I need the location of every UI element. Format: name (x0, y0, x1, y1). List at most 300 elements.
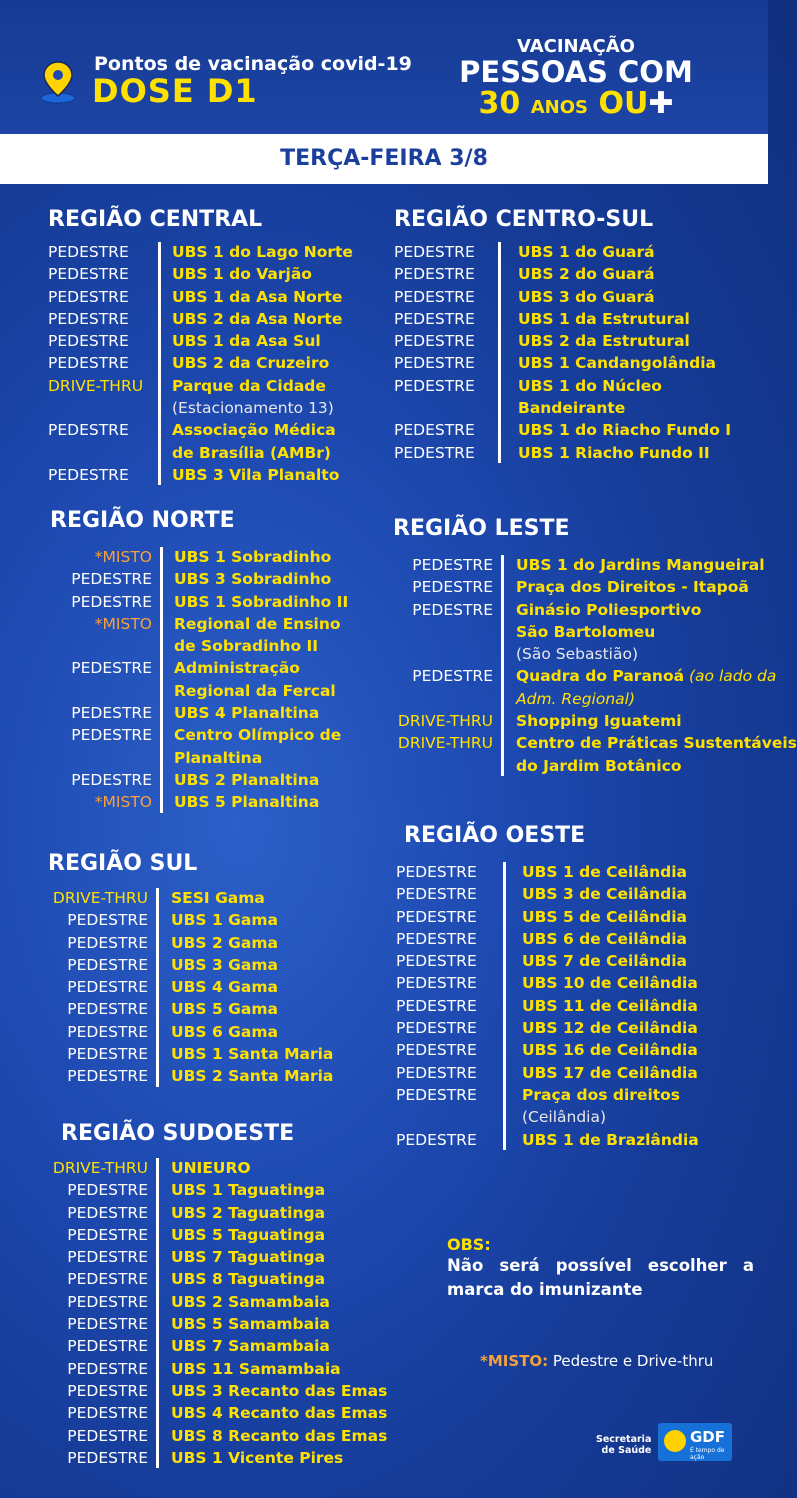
vaccination-site (171, 1380, 387, 1402)
access-type (393, 688, 493, 710)
location-row (396, 972, 699, 994)
site-name: São Bartolomeu (516, 622, 656, 641)
location-row (394, 263, 731, 285)
campaign-ou: OU (598, 86, 649, 121)
region-title: REGIÃO SUL (48, 851, 198, 876)
access-type: PEDESTRE (412, 600, 493, 619)
location-row (50, 747, 348, 769)
access-type: PEDESTRE (396, 885, 477, 904)
separator-bar (156, 1158, 159, 1468)
vaccination-site (172, 330, 321, 352)
site-name: Administração (174, 659, 300, 678)
location-row (48, 954, 333, 976)
vaccination-site (518, 397, 625, 419)
access-type: PEDESTRE (67, 1248, 148, 1267)
vaccination-site (171, 1224, 325, 1246)
access-type: PEDESTRE (71, 570, 152, 589)
access-type: PEDESTRE (67, 1181, 148, 1200)
site-name: SESI Gama (171, 889, 265, 907)
location-row (48, 241, 353, 263)
gdf-text: GDF (690, 1428, 726, 1446)
vaccination-site (174, 546, 331, 568)
vaccination-site (171, 1335, 330, 1357)
access-type: PEDESTRE (67, 933, 148, 952)
location-row (48, 1402, 387, 1424)
location-row (50, 769, 348, 791)
access-type: PEDESTRE (67, 1203, 148, 1222)
location-row (394, 442, 731, 464)
vaccination-site (171, 1447, 343, 1469)
vaccination-site (518, 375, 662, 397)
vaccination-site (171, 887, 265, 909)
access-type: PEDESTRE (67, 1045, 148, 1064)
access-type: PEDESTRE (396, 996, 477, 1015)
location-row (394, 397, 731, 419)
access-type (396, 1106, 496, 1128)
site-name: UBS 12 de Ceilândia (522, 1019, 698, 1038)
obs-line-2: marca do imunizante (447, 1280, 643, 1299)
location-row (48, 263, 353, 285)
vaccination-site (171, 1202, 325, 1224)
vaccination-site (516, 576, 749, 598)
location-row (48, 330, 353, 352)
vaccination-site (171, 1268, 325, 1290)
region-title: REGIÃO OESTE (404, 823, 586, 848)
vaccination-site (522, 1062, 698, 1084)
obs-line-1: Não será possível escolher a (447, 1256, 754, 1275)
location-row (48, 998, 333, 1020)
access-type: PEDESTRE (396, 974, 477, 993)
vaccination-site (522, 1129, 699, 1151)
access-type (50, 680, 152, 702)
location-row (48, 1179, 387, 1201)
vaccination-site (174, 591, 348, 613)
location-row (396, 1062, 699, 1084)
access-type: PEDESTRE (67, 1022, 148, 1041)
vaccination-site (174, 657, 300, 679)
access-type: PEDESTRE (67, 1404, 148, 1423)
site-name: UBS 8 Taguatinga (171, 1270, 326, 1289)
vaccination-site (171, 1021, 278, 1043)
observation-box (447, 1235, 754, 1302)
vaccination-site (516, 665, 776, 687)
vaccination-site (171, 909, 278, 931)
location-row (396, 1084, 699, 1106)
region-title: REGIÃO CENTRO-SUL (394, 207, 654, 232)
vaccination-site (174, 680, 336, 702)
vaccination-site (516, 688, 635, 710)
vaccination-site (522, 1084, 680, 1106)
access-type: DRIVE-THRU (397, 734, 493, 753)
access-type (50, 747, 152, 769)
site-name: UBS 7 Samambaia (171, 1337, 330, 1356)
region-title: REGIÃO SUDOESTE (61, 1121, 295, 1146)
location-row (394, 286, 731, 308)
vaccination-site (172, 352, 329, 374)
vaccination-site (171, 976, 278, 998)
location-row (48, 976, 333, 998)
location-row (48, 1380, 387, 1402)
access-type (393, 643, 493, 665)
access-type: PEDESTRE (396, 1041, 477, 1060)
secretaria-line-2: de Saúde (601, 1445, 652, 1456)
location-row (396, 1017, 699, 1039)
location-row (50, 591, 348, 613)
vaccination-site (174, 724, 341, 746)
access-type (48, 397, 156, 419)
site-name: UBS 16 de Ceilândia (522, 1041, 698, 1060)
site-name: UBS 5 Planaltina (174, 793, 320, 812)
vaccination-site (522, 1017, 698, 1039)
access-type: PEDESTRE (67, 1225, 148, 1244)
site-name: Praça dos Direitos - Itapoã (516, 578, 749, 597)
site-name: UBS 3 Gama (171, 955, 278, 974)
vaccination-site (174, 568, 331, 590)
site-name: UBS 3 do Guará (518, 287, 655, 306)
vaccination-site (522, 928, 687, 950)
location-row (48, 397, 353, 419)
site-name: UBS 1 Gama (171, 911, 278, 930)
site-name: UBS 3 de Ceilândia (522, 885, 688, 904)
vaccination-site (174, 613, 341, 635)
misto-legend (480, 1352, 713, 1370)
site-name: Centro Olímpico de (174, 726, 342, 745)
site-name: UBS 7 de Ceilândia (522, 952, 688, 971)
site-name: UBS 2 Santa Maria (171, 1067, 334, 1086)
location-row (50, 613, 348, 635)
access-type: PEDESTRE (396, 1019, 477, 1038)
site-name: UBS 1 da Estrutural (518, 309, 690, 328)
campaign-line-3 (456, 87, 696, 125)
site-name: UBS 1 Taguatinga (171, 1181, 326, 1200)
location-row (50, 546, 348, 568)
vaccination-site (174, 702, 319, 724)
location-row (394, 330, 731, 352)
vaccination-site (516, 643, 638, 665)
location-row (393, 688, 797, 710)
vaccination-site (171, 1291, 330, 1313)
separator-bar (501, 555, 504, 776)
site-name: UBS 2 Gama (171, 933, 278, 952)
location-row (50, 791, 348, 813)
access-type (48, 442, 156, 464)
site-name: UBS 4 Planaltina (174, 704, 320, 723)
location-row (48, 1246, 387, 1268)
location-row (396, 861, 699, 883)
location-row (48, 1358, 387, 1380)
separator-bar (156, 888, 159, 1087)
site-note: (Estacionamento 13) (172, 399, 334, 418)
site-name: Associação Médica (172, 421, 336, 440)
access-type: PEDESTRE (67, 1359, 148, 1378)
vaccination-site (171, 998, 278, 1020)
access-type: PEDESTRE (394, 309, 475, 328)
access-type: PEDESTRE (394, 332, 475, 351)
location-row (48, 1425, 387, 1447)
access-type: PEDESTRE (48, 309, 129, 328)
location-row (48, 1335, 387, 1357)
date-banner (0, 134, 768, 184)
site-detail: (ao lado da (684, 667, 777, 686)
legend-key: *MISTO: (480, 1352, 549, 1370)
access-type: PEDESTRE (48, 465, 129, 484)
location-row (394, 375, 731, 397)
region-leste (393, 516, 797, 777)
location-row (396, 883, 699, 905)
site-name: UBS 3 Recanto das Emas (171, 1381, 388, 1400)
vaccination-site (171, 1358, 341, 1380)
vaccination-site (522, 1039, 698, 1061)
location-row (394, 308, 731, 330)
site-name: UBS 1 Vicente Pires (171, 1448, 344, 1467)
site-name: UBS 2 do Guará (518, 265, 655, 284)
site-name: Regional de Ensino (174, 614, 341, 633)
vaccination-site (171, 932, 278, 954)
site-name: UBS 4 Gama (171, 978, 278, 997)
site-name: UBS 2 da Cruzeiro (172, 354, 330, 373)
location-row (50, 702, 348, 724)
access-type: *MISTO (94, 614, 152, 633)
access-type: PEDESTRE (394, 421, 475, 440)
location-row (48, 1447, 387, 1469)
site-name: UBS 11 de Ceilândia (522, 996, 698, 1015)
site-name: de Brasília (AMBr) (172, 443, 331, 462)
location-row (396, 1129, 699, 1151)
access-type: PEDESTRE (396, 1063, 477, 1082)
location-row (48, 1268, 387, 1290)
site-name: UBS 3 Vila Planalto (172, 465, 340, 484)
access-type: PEDESTRE (396, 929, 477, 948)
vaccination-site (171, 954, 278, 976)
location-row (396, 1106, 699, 1128)
location-row (50, 568, 348, 590)
site-name: UBS 1 do Jardins Mangueiral (516, 556, 765, 574)
access-type: PEDESTRE (396, 952, 477, 971)
access-type: PEDESTRE (67, 1448, 148, 1467)
access-type: PEDESTRE (67, 911, 148, 930)
site-name: UBS 1 de Ceilândia (522, 863, 688, 881)
location-row (50, 657, 348, 679)
location-row (48, 1224, 387, 1246)
campaign-title (456, 36, 696, 125)
vaccination-site (171, 1179, 325, 1201)
access-type: PEDESTRE (394, 265, 475, 284)
location-row (48, 909, 333, 931)
access-type: PEDESTRE (394, 243, 475, 261)
site-name: UBS 2 Taguatinga (171, 1203, 326, 1222)
site-name: UBS 3 Sobradinho (174, 570, 332, 589)
access-type (393, 755, 493, 777)
access-type: PEDESTRE (67, 1292, 148, 1311)
location-row (48, 887, 333, 909)
vaccination-site (174, 747, 262, 769)
header-dose-title: DOSE D1 (92, 72, 258, 110)
site-note: (Ceilândia) (522, 1108, 607, 1127)
site-name: UNIEURO (171, 1159, 251, 1177)
access-type: PEDESTRE (48, 265, 129, 284)
location-row (393, 732, 797, 754)
access-type: PEDESTRE (396, 907, 477, 926)
region-title: REGIÃO CENTRAL (48, 207, 263, 232)
site-name: UBS 1 do Riacho Fundo I (518, 421, 732, 440)
location-row (394, 419, 731, 441)
secretaria-line-1: Secretaria (596, 1434, 652, 1445)
vaccination-site (171, 1313, 330, 1335)
vaccination-site (172, 397, 334, 419)
access-type: PEDESTRE (394, 354, 475, 373)
vaccination-site (522, 995, 698, 1017)
location-row (48, 1291, 387, 1313)
site-name: UBS 2 da Estrutural (518, 332, 690, 351)
campaign-line-2: PESSOAS COM (459, 55, 693, 89)
site-name: UBS 17 de Ceilândia (522, 1063, 698, 1082)
separator-bar (498, 242, 501, 463)
location-row (48, 286, 353, 308)
site-name: UBS 5 de Ceilândia (522, 907, 688, 926)
site-name: UBS 6 Gama (171, 1022, 278, 1041)
vaccination-site (172, 419, 336, 441)
site-name: UBS 1 Candangolândia (518, 354, 717, 373)
site-name: UBS 11 Samambaia (171, 1359, 341, 1378)
vaccination-site (518, 241, 655, 263)
site-name: UBS 6 de Ceilândia (522, 929, 688, 948)
access-type: PEDESTRE (48, 287, 129, 306)
site-name: Ginásio Poliesportivo (516, 600, 702, 619)
location-row (393, 755, 797, 777)
location-row (393, 576, 797, 598)
location-row (396, 950, 699, 972)
vaccination-site (522, 906, 687, 928)
obs-title: OBS: (447, 1235, 491, 1254)
legend-text: Pedestre e Drive-thru (548, 1352, 714, 1370)
site-name: UBS 8 Recanto das Emas (171, 1426, 388, 1445)
vaccination-site (522, 950, 687, 972)
access-type: PEDESTRE (67, 955, 148, 974)
secretaria-logo (596, 1434, 651, 1456)
sun-icon (664, 1430, 686, 1452)
location-row (48, 419, 353, 441)
vaccination-site (516, 599, 701, 621)
access-type: *MISTO (94, 793, 152, 812)
location-row (48, 932, 333, 954)
access-type: PEDESTRE (412, 578, 493, 597)
access-type: PEDESTRE (71, 704, 152, 723)
access-type: PEDESTRE (67, 1067, 148, 1086)
vaccination-site (174, 769, 319, 791)
date-text: TERÇA-FEIRA 3/8 (280, 146, 488, 171)
campaign-line-1: VACINAÇÃO (517, 36, 635, 57)
region-title: REGIÃO LESTE (393, 516, 570, 541)
vaccination-site (174, 635, 318, 657)
access-type: PEDESTRE (67, 1426, 148, 1445)
header-subtitle: Pontos de vacinação covid-19 (94, 53, 412, 75)
separator-bar (160, 547, 163, 813)
location-row (48, 1157, 387, 1179)
vaccination-site (518, 352, 716, 374)
site-name: UBS 1 do Varjão (172, 265, 312, 284)
gdf-slogan: É tempo de ação (690, 1447, 725, 1461)
site-name: Parque da Cidade (172, 376, 326, 395)
vaccination-site (172, 464, 339, 486)
site-name: UBS 1 Santa Maria (171, 1045, 334, 1064)
vaccination-site (522, 972, 698, 994)
gdf-logo (658, 1423, 732, 1461)
location-row (48, 308, 353, 330)
vaccination-site (518, 286, 655, 308)
vaccination-site (171, 1402, 387, 1424)
location-row (48, 464, 353, 486)
vaccination-site (172, 375, 326, 397)
separator-bar (158, 242, 161, 485)
site-name: do Jardim Botânico (516, 756, 682, 775)
region-centro-sul (394, 207, 731, 464)
vaccination-site (522, 883, 687, 905)
site-name: UBS 7 Taguatinga (171, 1248, 326, 1267)
site-name: Quadra do Paranoá (516, 667, 685, 686)
region-norte (50, 508, 348, 814)
site-name: UBS 5 Taguatinga (171, 1225, 326, 1244)
site-name: UBS 1 do Núcleo (518, 376, 662, 395)
access-type: PEDESTRE (396, 1130, 477, 1149)
location-row (50, 680, 348, 702)
access-type: *MISTO (94, 548, 152, 566)
site-name: UBS 2 Samambaia (171, 1292, 330, 1311)
location-row (393, 643, 797, 665)
campaign-anos: ANOS (530, 97, 588, 118)
vaccination-site (171, 1246, 325, 1268)
location-row (48, 1202, 387, 1224)
access-type (394, 397, 494, 419)
vaccination-site (522, 861, 687, 883)
region-title: REGIÃO NORTE (50, 508, 235, 533)
vaccination-site (516, 554, 765, 576)
site-name: UBS 1 Sobradinho (174, 548, 332, 566)
site-name: Shopping Iguatemi (516, 712, 682, 731)
location-row (396, 928, 699, 950)
vaccination-site (516, 732, 797, 754)
access-type: PEDESTRE (67, 1270, 148, 1289)
access-type: PEDESTRE (412, 556, 493, 574)
location-row (48, 1043, 333, 1065)
site-name: UBS 1 do Lago Norte (172, 243, 353, 261)
location-row (393, 710, 797, 732)
vaccination-site (518, 330, 690, 352)
vaccination-site (174, 791, 319, 813)
vaccination-site (172, 286, 342, 308)
access-type: PEDESTRE (71, 726, 152, 745)
location-row (396, 995, 699, 1017)
access-type: PEDESTRE (71, 659, 152, 678)
site-name: UBS 5 Samambaia (171, 1315, 330, 1334)
separator-bar (503, 862, 506, 1150)
location-row (48, 1065, 333, 1087)
site-name: Planaltina (174, 748, 263, 767)
vaccination-site (171, 1425, 387, 1447)
access-type: PEDESTRE (412, 667, 493, 686)
access-type: PEDESTRE (394, 443, 475, 462)
campaign-age: 30 (478, 86, 521, 121)
location-row (396, 1039, 699, 1061)
vaccination-site (518, 419, 731, 441)
vaccination-site (518, 263, 655, 285)
site-name: de Sobradinho II (174, 637, 319, 656)
access-type: PEDESTRE (394, 376, 475, 395)
location-row (48, 442, 353, 464)
access-type: DRIVE-THRU (52, 1159, 148, 1177)
access-type: PEDESTRE (396, 1085, 477, 1104)
region-sudoeste (48, 1121, 387, 1469)
access-type (50, 635, 152, 657)
